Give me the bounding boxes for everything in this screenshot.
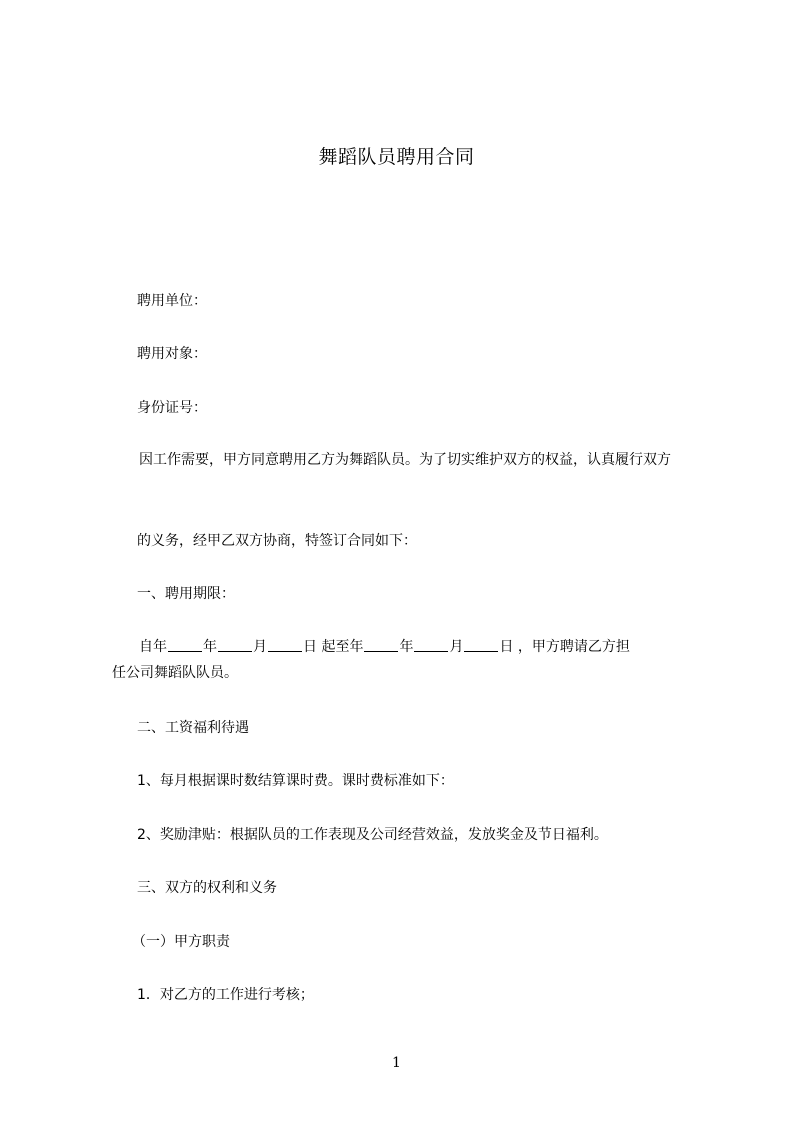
blank-line [364,637,398,652]
term-to: 起至年 [321,639,364,655]
blank-line [168,637,202,652]
section-2-heading: 二、工资福利待遇 [137,720,249,736]
blank-line [464,637,498,652]
section-3-item-1: 1．对乙方的工作进行考核； [137,987,314,1003]
section-1-heading: 一、聘用期限： [137,586,235,602]
document-title: 舞蹈队员聘用合同 [318,146,475,168]
blank-line [268,637,302,652]
section-2-item-2: 2、奖励津贴：根据队员的工作表现及公司经营效益，发放奖金及节日福利。 [137,827,608,843]
section-3-heading: 三、双方的权利和义务 [137,880,277,896]
term-year1: 年 [203,639,217,655]
term-month2: 月 [449,639,464,655]
term-year2: 年 [399,639,414,655]
term-line [112,636,739,659]
employee-field: 聘用对象： [137,346,207,362]
term-line-continued: 任公司舞蹈队队员。 [112,665,238,681]
blank-line [414,637,448,652]
intro-paragraph: 因工作需要，甲方同意聘用乙方为舞蹈队员。为了切实维护双方的权益，认真履行双方 [139,452,671,468]
section-2-item-1: 1、每月根据课时数结算课时费。课时费标准如下： [137,773,454,789]
term-month1: 月 [253,639,267,655]
page-number: 1 [392,1055,401,1071]
term-day1: 日 [303,639,317,655]
employer-field: 聘用单位： [137,293,207,309]
id-number-field: 身份证号： [137,400,207,416]
blank-line [218,637,252,652]
term-from: 自年 [139,639,167,655]
section-3-subheading-party-a: （一）甲方职责 [132,934,230,950]
intro-paragraph-continued: 的义务，经甲乙双方协商，特签订合同如下： [137,533,417,549]
term-day2: 日 [499,639,514,655]
term-tail: ，甲方聘请乙方担 [517,639,630,655]
